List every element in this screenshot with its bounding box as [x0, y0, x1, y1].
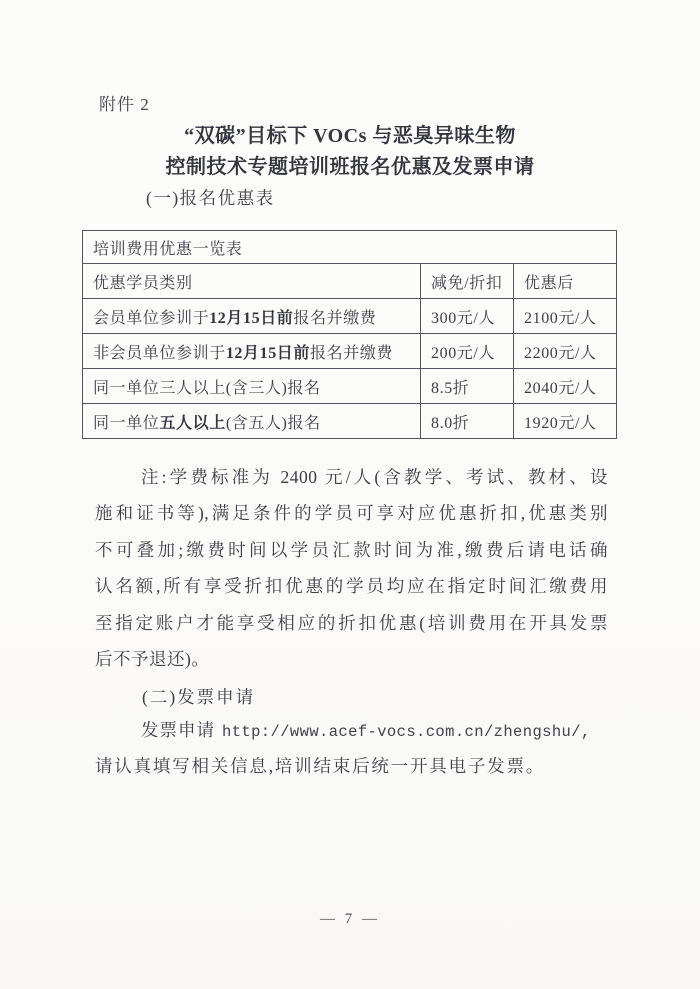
invoice-apply-prefix: 发票申请 [141, 720, 215, 740]
note-line-5: 至指定账户才能享受相应的折扣优惠(培训费用在开具发票 [95, 612, 608, 633]
cell-discount: 8.0折 [421, 404, 514, 439]
table-row-group5 [83, 404, 617, 439]
column-header-category: 优惠学员类别 [83, 264, 421, 299]
section1-heading: (一)报名优惠表 [146, 188, 275, 208]
title-line-1: “双碳”目标下 VOCs 与恶臭异味生物 [184, 125, 516, 147]
table-header-row [83, 264, 617, 299]
table-caption: 培训费用优惠一览表 [83, 231, 617, 264]
page-number: — 7 — [320, 911, 380, 927]
note-line-2: 施和证书等),满足条件的学员可享对应优惠折扣,优惠类别 [95, 503, 608, 524]
cell-category: 会员单位参训于12月15日前报名并缴费 [83, 299, 421, 334]
note-paragraph [95, 459, 608, 677]
note-line-6: 后不予退还)。 [95, 649, 210, 670]
invoice-apply-line [95, 717, 615, 742]
note-line-4: 认名额,所有享受折扣优惠的学员均应在指定时间汇缴费用 [95, 576, 608, 597]
table-row-member [83, 299, 617, 334]
cell-category: 非会员单位参训于12月15日前报名并缴费 [83, 334, 421, 369]
cell-after-price: 2040元/人 [514, 369, 617, 404]
table-row-nonmember [83, 334, 617, 369]
cell-after-price: 2200元/人 [514, 334, 617, 369]
invoice-note-line: 请认真填写相关信息,培训结束后统一开具电子发票。 [95, 756, 546, 776]
cell-after-price: 1920元/人 [514, 404, 617, 439]
table-row-group3 [83, 369, 617, 404]
note-line-1: 注:学费标准为 2400 元/人(含教学、考试、教材、设 [141, 467, 608, 487]
cell-discount: 8.5折 [421, 369, 514, 404]
title-line-2: 控制技术专题培训班报名优惠及发票申请 [165, 156, 535, 178]
invoice-url: http://www.acef-vocs.com.cn/zhengshu/, [222, 723, 591, 741]
document-title [0, 121, 700, 183]
table-caption-row [83, 231, 617, 264]
column-header-discount: 减免/折扣 [421, 264, 514, 299]
section2-heading: (二)发票申请 [142, 687, 256, 707]
cell-discount: 300元/人 [421, 299, 514, 334]
column-header-after-price: 优惠后 [514, 264, 617, 299]
cell-after-price: 2100元/人 [514, 299, 617, 334]
cell-category: 同一单位五人以上(含五人)报名 [83, 404, 421, 439]
attachment-label: 附件 2 [99, 95, 150, 114]
note-line-3: 不可叠加;缴费时间以学员汇款时间为准,缴费后请电话确 [95, 539, 608, 560]
cell-discount: 200元/人 [421, 334, 514, 369]
fee-discount-table [82, 230, 617, 439]
cell-category: 同一单位三人以上(含三人)报名 [83, 369, 421, 404]
